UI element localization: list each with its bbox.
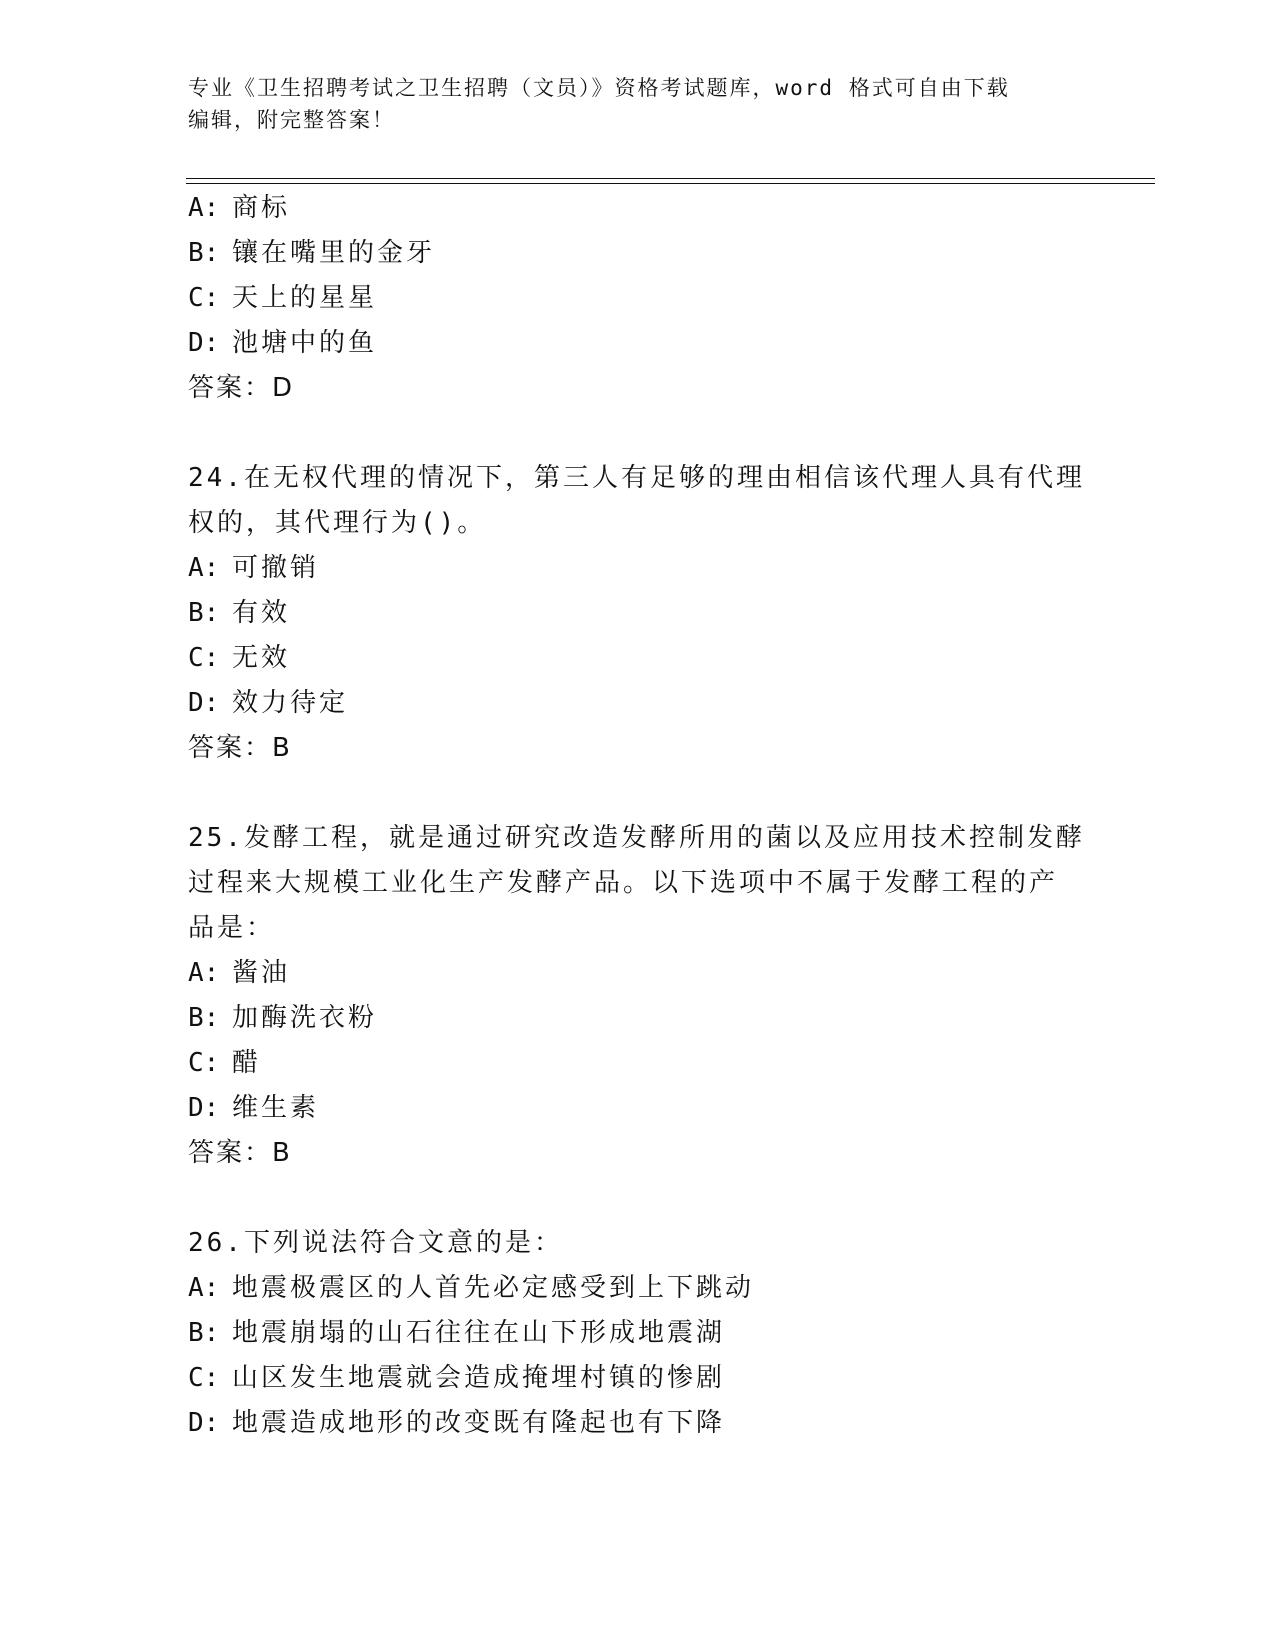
option-letter: B: [188,1003,220,1033]
option-c [188,282,377,314]
option-text: 镶在嘴里的金牙 [232,238,436,268]
option-text: 天上的星星 [232,283,378,313]
option-b [188,597,290,629]
option-letter: C: [188,643,220,673]
option-c [188,1047,261,1079]
option-text: 酱油 [232,958,291,988]
option-text: 山区发生地震就会造成掩埋村镇的惨剧 [232,1363,726,1393]
option-letter: C: [188,1363,220,1393]
option-a [188,192,290,224]
question-stem-line: 26.下列说法符合文意的是： [188,1228,563,1258]
option-text: 地震造成地形的改变既有隆起也有下降 [232,1408,726,1438]
option-letter: D: [188,688,220,718]
question-stem-line: 过程来大规模工业化生产发酵产品。以下选项中不属于发酵工程的产 [188,868,1059,898]
option-a [188,957,290,989]
option-letter: C: [188,1048,220,1078]
option-a [188,552,319,584]
option-letter: B: [188,598,220,628]
header-line-2: 编辑，附完整答案！ [188,108,395,132]
option-text: 醋 [232,1048,262,1078]
question-stem-line: 24.在无权代理的情况下，第三人有足够的理由相信该代理人具有代理 [188,463,1085,493]
option-text: 维生素 [232,1093,320,1123]
option-c [188,642,290,674]
option-letter: C: [188,283,220,313]
option-text: 地震极震区的人首先必定感受到上下跳动 [232,1273,755,1303]
answer-line: 答案：B [188,733,292,763]
answer-line: 答案：B [188,1138,292,1168]
option-text: 效力待定 [232,688,349,718]
option-a [188,1272,754,1304]
answer-line: 答案：D [188,373,295,403]
option-d [188,687,348,719]
option-letter: A: [188,193,220,223]
option-letter: D: [188,328,220,358]
question-stem-line: 25.发酵工程，就是通过研究改造发酵所用的菌以及应用技术控制发酵 [188,823,1085,853]
option-d [188,1092,319,1124]
option-letter: A: [188,553,220,583]
option-letter: A: [188,1273,220,1303]
option-b [188,237,435,269]
document-header [188,72,1068,136]
option-c [188,1362,725,1394]
option-letter: B: [188,238,220,268]
header-line-1: 专业《卫生招聘考试之卫生招聘（文员）》资格考试题库，word 格式可自由下载 [188,76,1010,100]
option-text: 商标 [232,193,291,223]
question-stem-line: 权的，其代理行为()。 [188,508,487,538]
option-d [188,327,377,359]
header-divider-bottom [186,183,1155,184]
option-text: 可撤销 [232,553,320,583]
option-text: 池塘中的鱼 [232,328,378,358]
option-letter: D: [188,1408,220,1438]
option-letter: B: [188,1318,220,1348]
option-text: 有效 [232,598,291,628]
option-b [188,1002,377,1034]
option-text: 加酶洗衣粉 [232,1003,378,1033]
question-stem-line: 品是： [188,913,276,943]
option-text: 地震崩塌的山石往往在山下形成地震湖 [232,1318,726,1348]
option-text: 无效 [232,643,291,673]
option-b [188,1317,725,1349]
header-divider-top [186,178,1155,179]
option-d [188,1407,725,1439]
option-letter: A: [188,958,220,988]
option-letter: D: [188,1093,220,1123]
